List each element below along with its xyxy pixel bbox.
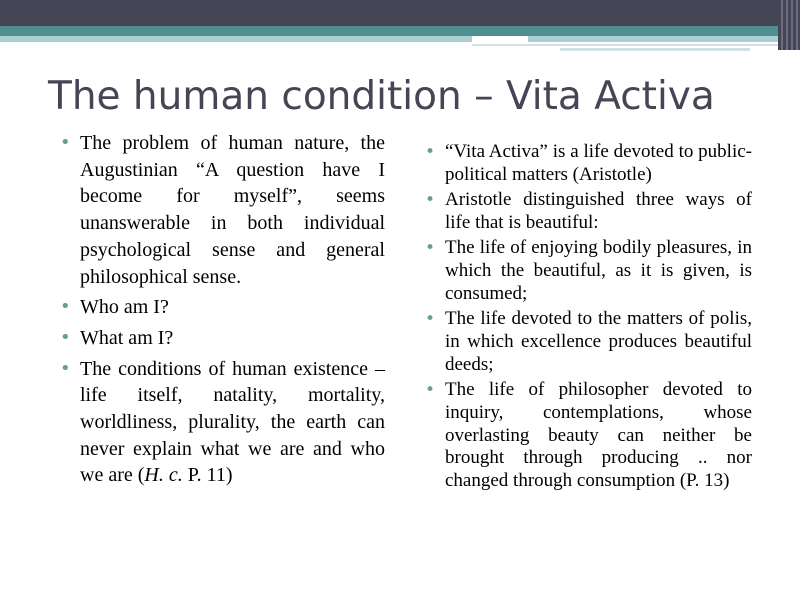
bullet-text: Aristotle distinguished three ways of life that is beautiful: bbox=[445, 189, 752, 233]
list-item bbox=[425, 237, 752, 305]
bullet-text: What am I? bbox=[80, 326, 174, 349]
left-bullet-list bbox=[60, 130, 385, 493]
list-item bbox=[425, 189, 752, 235]
bullet-icon: • bbox=[60, 357, 71, 379]
bullet-icon: • bbox=[425, 190, 436, 211]
header-band-teal bbox=[0, 26, 778, 36]
bullet-text: “Vita Activa” is a life devoted to public-political matters (Aristotle) bbox=[445, 141, 752, 185]
slide-title: The human condition – Vita Activa bbox=[48, 74, 715, 119]
bullet-icon: • bbox=[425, 142, 436, 162]
bullet-icon: • bbox=[60, 296, 71, 318]
list-item bbox=[60, 356, 385, 490]
bullet-text: The life devoted to the matters of polis, in which excellence produces beautiful deeds; bbox=[445, 308, 752, 375]
citation-italic: H. c. bbox=[144, 464, 183, 487]
bullet-text: The life of enjoying bodily pleasures, in which the beautiful, as it is given, is consumed; bbox=[445, 237, 752, 304]
bullet-text: Who am I? bbox=[80, 296, 169, 319]
header-stripes-decoration bbox=[778, 0, 800, 50]
list-item bbox=[425, 379, 752, 493]
list-item bbox=[425, 141, 752, 187]
list-item bbox=[60, 294, 385, 321]
list-item bbox=[60, 130, 385, 290]
bullet-icon: • bbox=[425, 238, 436, 259]
bullet-text: The life of philosopher devoted to inquiry, contemplations, whose overlasting beauty can neither be brought through producing .. nor changed through consumption (P. 13) bbox=[445, 378, 752, 492]
header-band-dark bbox=[0, 0, 800, 26]
bullet-text: The conditions of human existence – life itself, natality, mortality, worldliness, plurality, the earth can never explain what we are and who we are ( bbox=[80, 357, 385, 487]
header-band-teal-light-right bbox=[528, 36, 778, 42]
bullet-icon: • bbox=[60, 132, 71, 153]
list-item bbox=[425, 308, 752, 376]
right-bullet-list bbox=[425, 141, 752, 495]
header-line-short bbox=[560, 48, 750, 51]
list-item bbox=[60, 325, 385, 352]
bullet-icon: • bbox=[60, 326, 71, 348]
header-band-teal-light bbox=[0, 36, 472, 42]
header-line bbox=[472, 44, 778, 46]
bullet-icon: • bbox=[425, 379, 436, 400]
bullet-text: The problem of human nature, the Augustinian “A question have I become for myself”, seems unanswerable in both individual psychological sense and general philosophical sense. bbox=[80, 132, 385, 288]
bullet-icon: • bbox=[425, 309, 436, 330]
citation-page: P. 11) bbox=[182, 464, 233, 487]
